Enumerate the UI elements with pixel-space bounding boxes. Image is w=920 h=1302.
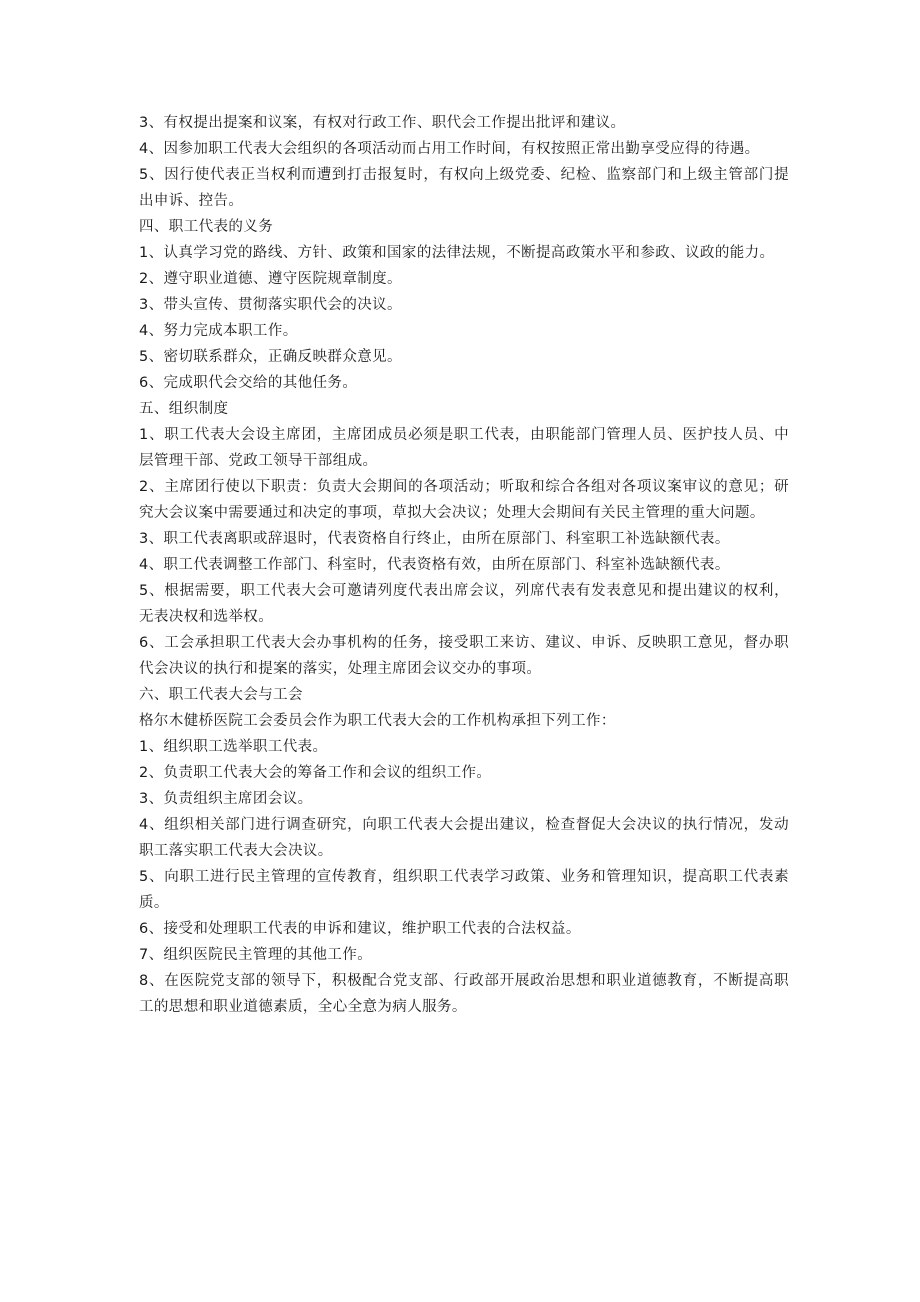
paragraph-duty-6: 6、完成职代会交给的其他任务。 [139,375,358,391]
paragraph-org-1: 1、职工代表大会设主席团，主席团成员必须是职工代表，由职能部门管理人员、医护技人员、中层管理干部、党政工领导干部组成。 [139,427,789,469]
section-heading-union: 六、职工代表大会与工会 [139,687,303,703]
paragraph-union-8: 8、在医院党支部的领导下，积极配合党支部、行政部开展政治思想和职业道德教育，不断提高职工的思想和职业道德素质，全心全意为病人服务。 [139,973,789,1015]
paragraph-union-intro: 格尔木健桥医院工会委员会作为职工代表大会的工作机构承担下列工作： [139,713,616,729]
paragraph-duty-1: 1、认真学习党的路线、方针、政策和国家的法律法规，不断提高政策水平和参政、议政的能力。 [139,245,775,261]
paragraph-union-1: 1、组织职工选举职工代表。 [139,739,328,755]
paragraph-union-4: 4、组织相关部门进行调查研究，向职工代表大会提出建议，检查督促大会决议的执行情况，发动职工落实职工代表大会决议。 [139,817,789,859]
paragraph-union-7: 7、组织医院民主管理的其他工作。 [139,947,373,963]
paragraph-duty-4: 4、努力完成本职工作。 [139,323,298,339]
paragraph-union-5: 5、向职工进行民主管理的宣传教育，组织职工代表学习政策、业务和管理知识，提高职工代表素质。 [139,869,789,911]
paragraph-org-4: 4、职工代表调整工作部门、科室时，代表资格有效，由所在原部门、科室补选缺额代表。 [139,557,730,573]
paragraph-org-2: 2、主席团行使以下职责：负责大会期间的各项活动；听取和综合各组对各项议案审议的意见；研究大会议案中需要通过和决定的事项，草拟大会决议；处理大会期间有关民主管理的重大问题。 [139,479,789,521]
paragraph-right-5: 5、因行使代表正当权利而遭到打击报复时，有权向上级党委、纪检、监察部门和上级主管部门提出申诉、控告。 [139,167,789,209]
paragraph-right-3: 3、有权提出提案和议案，有权对行政工作、职代会工作提出批评和建议。 [139,115,626,131]
paragraph-union-3: 3、负责组织主席团会议。 [139,791,313,807]
paragraph-duty-5: 5、密切联系群众，正确反映群众意见。 [139,349,402,365]
paragraph-org-5: 5、根据需要，职工代表大会可邀请列度代表出席会议，列席代表有发表意见和提出建议的权利，无表决权和选举权。 [139,583,789,625]
paragraph-right-4: 4、因参加职工代表大会组织的各项活动而占用工作时间，有权按照正常出勤享受应得的待遇。 [139,141,760,157]
section-heading-duties: 四、职工代表的义务 [139,219,274,235]
paragraph-union-2: 2、负责职工代表大会的筹备工作和会议的组织工作。 [139,765,492,781]
paragraph-org-3: 3、职工代表离职或辞退时，代表资格自行终止，由所在原部门、科室职工补选缺额代表。 [139,531,730,547]
paragraph-duty-3: 3、带头宣传、贯彻落实职代会的决议。 [139,297,402,313]
document-body [139,110,789,1020]
paragraph-duty-2: 2、遵守职业道德、遵守医院规章制度。 [139,271,402,287]
paragraph-org-6: 6、工会承担职工代表大会办事机构的任务，接受职工来访、建议、申诉、反映职工意见，督办职代会决议的执行和提案的落实，处理主席团会议交办的事项。 [139,635,789,677]
section-heading-organization: 五、组织制度 [139,401,229,417]
paragraph-union-6: 6、接受和处理职工代表的申诉和建议，维护职工代表的合法权益。 [139,921,581,937]
